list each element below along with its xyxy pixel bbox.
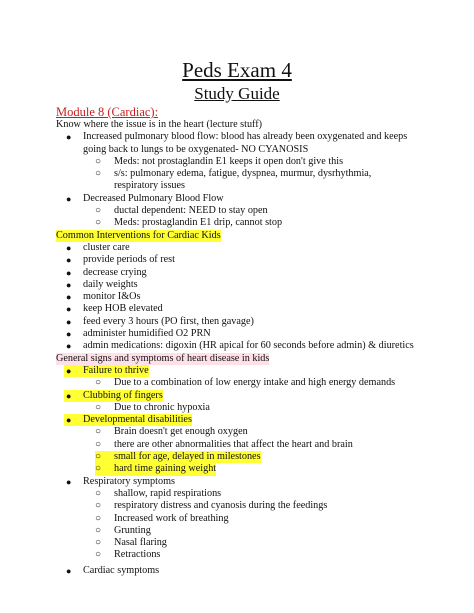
list-item — [56, 365, 468, 377]
sub-item — [56, 488, 468, 500]
circle-bullet-icon: ○ — [95, 451, 114, 463]
item-text: Cardiac symptoms — [83, 564, 160, 576]
list-item — [56, 279, 468, 291]
document-subtitle: Study Guide — [194, 84, 280, 103]
sub-item — [56, 525, 468, 537]
item-text: hard time gaining weight — [114, 463, 217, 475]
list-item — [56, 340, 468, 352]
circle-bullet-icon: ○ — [95, 377, 102, 389]
item-text: monitor I&Os — [83, 291, 141, 303]
sub-item — [56, 402, 468, 414]
item-text: Clubbing of fingers — [83, 389, 163, 401]
bullet-icon: ● — [64, 414, 83, 426]
sub-item — [56, 463, 468, 475]
sub-item — [56, 205, 468, 217]
item-text: Retractions — [114, 549, 161, 561]
item-text: going back to lungs to be oxygenated- NO CYANOSIS — [83, 143, 309, 155]
item-text: administer humidified O2 PRN — [83, 328, 211, 340]
item-text: decrease crying — [83, 266, 147, 278]
list-item — [56, 390, 468, 402]
bullet-icon: ● — [66, 316, 72, 327]
module-heading: Module 8 (Cardiac): — [56, 105, 159, 119]
item-text: Due to a combination of low energy intake and high energy demands — [114, 377, 396, 389]
bullet-icon: ● — [66, 255, 72, 266]
sub-item — [56, 426, 468, 438]
sub-item — [56, 451, 468, 463]
item-text: cluster care — [83, 241, 130, 253]
list-item — [56, 328, 468, 340]
circle-bullet-icon: ○ — [95, 537, 102, 549]
list-item — [56, 193, 468, 205]
bullet-icon: ● — [66, 476, 72, 487]
circle-bullet-icon: ○ — [95, 512, 102, 524]
item-text: Due to chronic hypoxia — [114, 401, 210, 413]
circle-bullet-icon: ○ — [95, 524, 102, 536]
list-item — [56, 242, 468, 254]
highlighted-heading: General signs and symptoms of heart disease in kids — [56, 352, 270, 364]
highlighted-heading: Common Interventions for Cardiac Kids — [56, 229, 221, 241]
item-text: ductal dependent: NEED to stay open — [114, 205, 268, 217]
bullet-icon: ● — [64, 365, 83, 377]
item-text: shallow, rapid respirations — [114, 487, 222, 499]
circle-bullet-icon: ○ — [95, 155, 102, 167]
bullet-icon: ● — [66, 329, 72, 340]
list-item — [56, 316, 468, 328]
bullet-icon: ● — [66, 267, 72, 278]
item-text: Grunting — [114, 524, 151, 536]
item-text: small for age, delayed in milestones — [114, 451, 261, 463]
circle-bullet-icon: ○ — [95, 426, 102, 438]
list-item — [56, 565, 468, 577]
circle-bullet-icon: ○ — [95, 438, 102, 450]
section-heading — [56, 353, 468, 365]
intro-line — [56, 119, 468, 131]
item-text: Respiratory symptoms — [83, 475, 175, 487]
item-text: there are other abnormalities that affect the heart and brain — [114, 438, 353, 450]
item-text: Brain doesn't get enough oxygen — [114, 426, 248, 438]
item-text: s/s: pulmonary edema, fatigue, dyspnea, murmur, dysrhythmia, — [114, 168, 372, 180]
list-item — [56, 476, 468, 488]
bullet-icon: ● — [66, 193, 72, 204]
list-item-continuation — [56, 144, 468, 156]
circle-bullet-icon: ○ — [95, 487, 102, 499]
circle-bullet-icon: ○ — [95, 549, 102, 561]
item-text: keep HOB elevated — [83, 303, 163, 315]
item-text: Increased pulmonary blood flow: blood has already been oxygenated and keeps — [83, 131, 408, 143]
list-item — [56, 414, 468, 426]
list-item — [56, 303, 468, 315]
circle-bullet-icon: ○ — [95, 205, 102, 217]
item-text: daily weights — [83, 278, 138, 290]
intro-text: Know where the issue is in the heart (lecture stuff) — [56, 119, 263, 130]
sub-item-continuation — [56, 180, 468, 192]
bullet-icon: ● — [66, 132, 72, 143]
sub-item — [56, 500, 468, 512]
sub-item — [56, 549, 468, 561]
section-heading — [56, 230, 468, 242]
bullet-icon: ● — [66, 292, 72, 303]
sub-item — [56, 168, 468, 180]
circle-bullet-icon: ○ — [95, 217, 102, 229]
bullet-icon: ● — [66, 304, 72, 315]
bullet-icon: ● — [64, 390, 83, 402]
list-item — [56, 131, 468, 143]
bullet-icon: ● — [66, 242, 72, 253]
item-text: Increased work of breathing — [114, 512, 229, 524]
item-text: Failure to thrive — [83, 364, 149, 376]
bullet-icon: ● — [66, 279, 72, 290]
sub-item — [56, 513, 468, 525]
notes-body — [56, 119, 468, 577]
item-text: Decreased Pulmonary Blood Flow — [83, 192, 224, 204]
circle-bullet-icon: ○ — [95, 168, 102, 180]
item-text: Developmental disabilities — [83, 414, 192, 426]
item-text: respiratory issues — [114, 180, 186, 192]
item-text: feed every 3 hours (PO first, then gavage) — [83, 315, 254, 327]
bullet-icon: ● — [66, 565, 72, 576]
sub-item — [56, 377, 468, 389]
circle-bullet-icon: ○ — [95, 463, 114, 475]
item-text: admin medications: digoxin (HR apical for 60 seconds before admin) & diuretics — [83, 340, 414, 352]
item-text: Meds: not prostaglandin E1 keeps it open don't give this — [114, 155, 344, 167]
item-text: Nasal flaring — [114, 537, 167, 549]
sub-item — [56, 217, 468, 229]
sub-item — [56, 439, 468, 451]
sub-item — [56, 156, 468, 168]
list-item — [56, 254, 468, 266]
list-item — [56, 267, 468, 279]
circle-bullet-icon: ○ — [95, 500, 102, 512]
sub-item — [56, 537, 468, 549]
bullet-icon: ● — [66, 341, 72, 352]
item-text: respiratory distress and cyanosis during the feedings — [114, 500, 328, 512]
list-item — [56, 291, 468, 303]
document-title: Peds Exam 4 — [182, 58, 292, 82]
circle-bullet-icon: ○ — [95, 401, 102, 413]
item-text: Meds: prostaglandin E1 drip, cannot stop — [114, 217, 283, 229]
item-text: provide periods of rest — [83, 254, 175, 266]
